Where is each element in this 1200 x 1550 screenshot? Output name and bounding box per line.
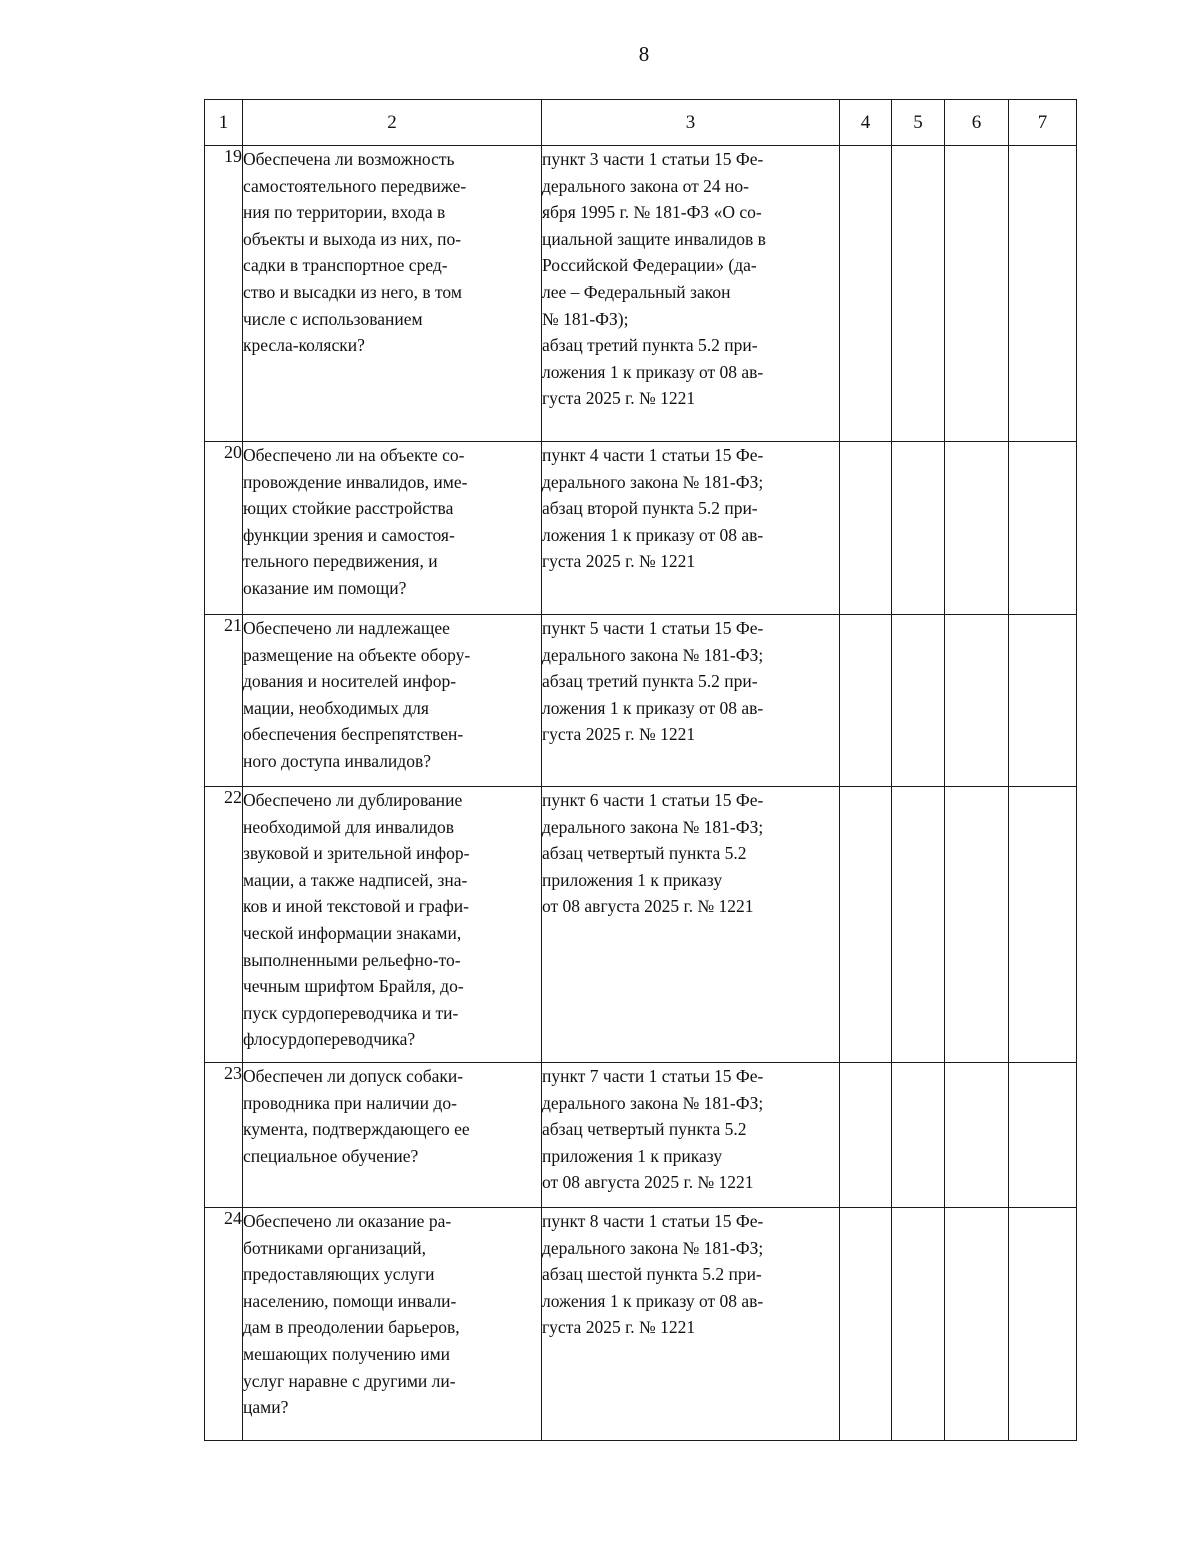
question-line: мации, необходимых для <box>243 697 429 718</box>
question-line: населению, помощи инвали- <box>243 1290 457 1311</box>
question-line: пуск сурдопереводчика и ти- <box>243 1002 459 1023</box>
table-row <box>205 442 1077 615</box>
question-line: самостоятельного передвиже- <box>243 175 467 196</box>
question-line: звуковой и зрительной инфор- <box>243 843 470 864</box>
page-number: 8 <box>638 42 650 66</box>
reference-line: абзац третий пункта 5.2 при- <box>542 671 758 692</box>
question-line: размещение на объекте обору- <box>243 644 471 665</box>
empty-answer-cell <box>1009 615 1077 787</box>
question-line: функции зрения и самостоя- <box>243 524 455 545</box>
question-line: ющих стойкие расстройства <box>243 498 454 519</box>
empty-answer-cell <box>1009 1063 1077 1208</box>
question-line: ботниками организаций, <box>243 1237 426 1258</box>
question-line: кумента, подтверждающего ее <box>243 1119 470 1140</box>
question-line: предоставляющих услуги <box>243 1264 435 1285</box>
table-body <box>205 146 1077 1441</box>
empty-answer-cell <box>892 1208 945 1441</box>
empty-answer-cell <box>892 146 945 442</box>
reference-line: от 08 августа 2025 г. № 1221 <box>542 896 754 917</box>
table-row <box>205 1208 1077 1441</box>
legal-reference-cell <box>542 1063 840 1208</box>
empty-answer-cell <box>945 1208 1009 1441</box>
question-line: садки в транспортное сред- <box>243 255 448 276</box>
question-line: Обеспечена ли возможность <box>243 149 455 169</box>
column-header: 1 <box>205 100 243 146</box>
empty-answer-cell <box>1009 442 1077 615</box>
reference-line: дерального закона от 24 но- <box>542 175 749 196</box>
reference-line: густа 2025 г. № 1221 <box>542 724 696 745</box>
question-line: провождение инвалидов, име- <box>243 471 468 492</box>
reference-line: приложения 1 к приказу <box>542 1145 723 1166</box>
reference-line: пункт 6 части 1 статьи 15 Фе- <box>542 790 764 810</box>
empty-answer-cell <box>945 1063 1009 1208</box>
reference-line: пункт 5 части 1 статьи 15 Фе- <box>542 618 764 638</box>
reference-line: ложения 1 к приказу от 08 ав- <box>542 697 764 718</box>
reference-line: ложения 1 к приказу от 08 ав- <box>542 361 764 382</box>
question-line: ного доступа инвалидов? <box>243 750 431 771</box>
question-line: объекты и выхода из них, по- <box>243 228 462 249</box>
empty-answer-cell <box>945 442 1009 615</box>
empty-answer-cell <box>840 615 892 787</box>
question-cell <box>243 787 542 1063</box>
column-header: 6 <box>945 100 1009 146</box>
reference-line: густа 2025 г. № 1221 <box>542 551 696 572</box>
empty-answer-cell <box>840 1063 892 1208</box>
reference-line: пункт 8 части 1 статьи 15 Фе- <box>542 1211 764 1231</box>
reference-line: дерального закона № 181-ФЗ; <box>542 1092 764 1113</box>
reference-line: густа 2025 г. № 1221 <box>542 1317 696 1338</box>
empty-answer-cell <box>945 787 1009 1063</box>
reference-line: № 181-ФЗ); <box>542 308 629 329</box>
question-line: кресла-коляски? <box>243 335 365 356</box>
empty-answer-cell <box>840 787 892 1063</box>
question-cell <box>243 442 542 615</box>
empty-answer-cell <box>1009 146 1077 442</box>
reference-line: пункт 3 части 1 статьи 15 Фе- <box>542 149 764 169</box>
question-line: проводника при наличии до- <box>243 1092 457 1113</box>
reference-line: ября 1995 г. № 181-ФЗ «О со- <box>542 202 762 223</box>
column-header: 2 <box>243 100 542 146</box>
question-cell <box>243 1208 542 1441</box>
empty-answer-cell <box>840 146 892 442</box>
column-header: 3 <box>542 100 840 146</box>
empty-answer-cell <box>840 442 892 615</box>
reference-line: ложения 1 к приказу от 08 ав- <box>542 1290 764 1311</box>
empty-answer-cell <box>945 146 1009 442</box>
row-number: 24 <box>205 1208 243 1441</box>
header-row <box>205 100 1077 146</box>
question-line: Обеспечено ли надлежащее <box>243 618 450 638</box>
question-line: услуг наравне с другими ли- <box>243 1370 456 1391</box>
table-row <box>205 615 1077 787</box>
reference-line: пункт 7 части 1 статьи 15 Фе- <box>542 1066 764 1086</box>
reference-line: Российской Федерации» (да- <box>542 255 757 276</box>
reference-line: циальной защите инвалидов в <box>542 228 766 249</box>
reference-line: абзац четвертый пункта 5.2 <box>542 1119 747 1140</box>
reference-line: абзац второй пункта 5.2 при- <box>542 498 758 519</box>
reference-line: дерального закона № 181-ФЗ; <box>542 644 764 665</box>
question-line: тельного передвижения, и <box>243 551 438 572</box>
question-line: чечным шрифтом Брайля, до- <box>243 976 464 997</box>
legal-reference-cell <box>542 615 840 787</box>
question-line: ков и иной текстовой и графи- <box>243 896 469 917</box>
legal-reference-cell <box>542 442 840 615</box>
reference-line: дерального закона № 181-ФЗ; <box>542 1237 764 1258</box>
column-header: 7 <box>1009 100 1077 146</box>
question-cell <box>243 146 542 442</box>
reference-line: от 08 августа 2025 г. № 1221 <box>542 1172 754 1193</box>
empty-answer-cell <box>892 615 945 787</box>
question-line: ческой информации знаками, <box>243 922 462 943</box>
row-number: 22 <box>205 787 243 1063</box>
empty-answer-cell <box>945 615 1009 787</box>
empty-answer-cell <box>892 1063 945 1208</box>
row-number: 19 <box>205 146 243 442</box>
question-line: Обеспечен ли допуск собаки- <box>243 1066 464 1086</box>
row-number: 21 <box>205 615 243 787</box>
question-line: дам в преодолении барьеров, <box>243 1317 460 1338</box>
column-header: 5 <box>892 100 945 146</box>
question-line: Обеспечено ли на объекте со- <box>243 445 465 465</box>
row-number: 20 <box>205 442 243 615</box>
reference-line: абзац четвертый пункта 5.2 <box>542 843 747 864</box>
reference-line: лее – Федеральный закон <box>542 281 731 302</box>
empty-answer-cell <box>892 442 945 615</box>
empty-answer-cell <box>840 1208 892 1441</box>
question-line: Обеспечено ли дублирование <box>243 790 463 810</box>
question-line: необходимой для инвалидов <box>243 816 455 837</box>
table-row <box>205 146 1077 442</box>
question-line: Обеспечено ли оказание ра- <box>243 1211 452 1231</box>
question-line: специальное обучение? <box>243 1145 419 1166</box>
question-cell <box>243 615 542 787</box>
table-row <box>205 787 1077 1063</box>
column-header: 4 <box>840 100 892 146</box>
reference-line: дерального закона № 181-ФЗ; <box>542 471 764 492</box>
checklist-table <box>204 99 1077 1441</box>
question-line: мации, а также надписей, зна- <box>243 869 468 890</box>
question-line: числе с использованием <box>243 308 423 329</box>
question-line: цами? <box>243 1397 289 1418</box>
reference-line: ложения 1 к приказу от 08 ав- <box>542 524 764 545</box>
question-line: ство и высадки из него, в том <box>243 281 462 302</box>
reference-line: пункт 4 части 1 статьи 15 Фе- <box>542 445 764 465</box>
question-line: дования и носителей инфор- <box>243 671 457 692</box>
question-line: выполненными рельефно-то- <box>243 949 461 970</box>
reference-line: абзац третий пункта 5.2 при- <box>542 335 758 356</box>
table-row <box>205 1063 1077 1208</box>
question-cell <box>243 1063 542 1208</box>
question-line: мешающих получению ими <box>243 1343 451 1364</box>
legal-reference-cell <box>542 1208 840 1441</box>
question-line: флосурдопереводчика? <box>243 1029 416 1050</box>
reference-line: дерального закона № 181-ФЗ; <box>542 816 764 837</box>
reference-line: приложения 1 к приказу <box>542 869 723 890</box>
reference-line: густа 2025 г. № 1221 <box>542 388 696 409</box>
question-line: ния по территории, входа в <box>243 202 446 223</box>
reference-line: абзац шестой пункта 5.2 при- <box>542 1264 762 1285</box>
legal-reference-cell <box>542 146 840 442</box>
question-line: оказание им помощи? <box>243 577 407 598</box>
row-number: 23 <box>205 1063 243 1208</box>
empty-answer-cell <box>1009 1208 1077 1441</box>
legal-reference-cell <box>542 787 840 1063</box>
empty-answer-cell <box>1009 787 1077 1063</box>
question-line: обеспечения беспрепятствен- <box>243 724 464 745</box>
empty-answer-cell <box>892 787 945 1063</box>
